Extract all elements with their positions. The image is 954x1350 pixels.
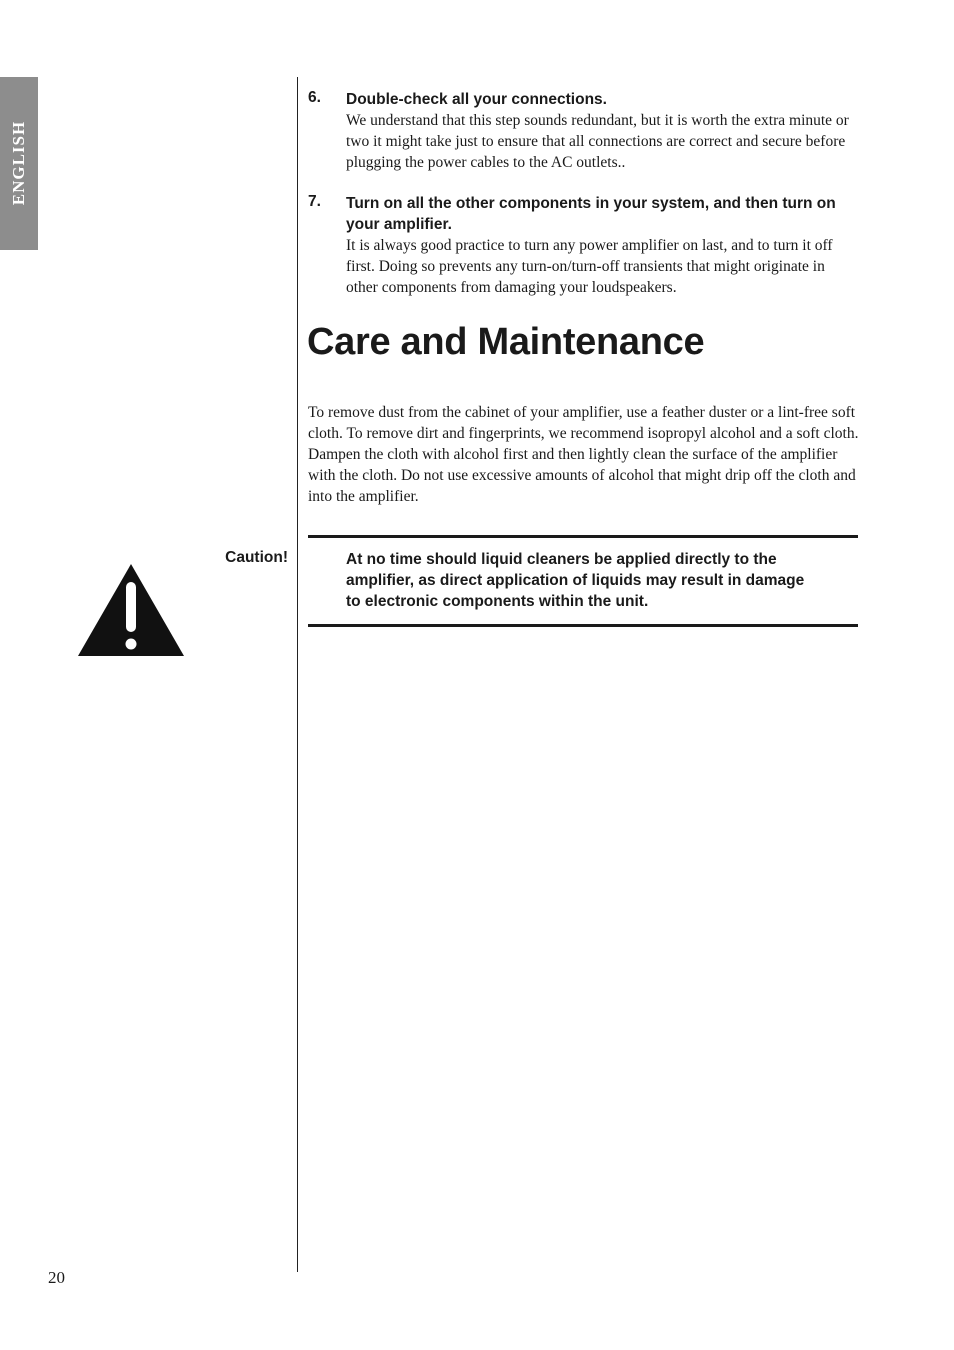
step-6 <box>308 89 858 173</box>
caution-label: Caution! <box>225 549 288 566</box>
page-number: 20 <box>48 1268 65 1287</box>
column-divider <box>297 77 298 1272</box>
caution-box <box>308 535 858 627</box>
care-paragraph: To remove dust from the cabinet of your amplifier, use a feather duster or a lint-free soft cloth. To remove dirt and fingerprints, we recommend isopropyl alcohol and a soft cloth. Dampen the cloth with alcohol first and then lightly clean the surface of the amplifier with the cloth. Do not use excessive amounts of alcohol that might drip off the cloth and into the amplifier. <box>308 404 859 505</box>
step-body: It is always good practice to turn any power amplifier on last, and to turn it off first. Doing so prevents any turn-on/turn-off transients that might originate in other components from damaging your loudspeakers. <box>346 237 833 296</box>
caution-text: At no time should liquid cleaners be applied directly to the amplifier, as direct application of liquids may result in damage to electronic components within the unit. <box>346 551 805 610</box>
step-number: 7. <box>308 193 321 210</box>
warning-triangle-icon <box>76 562 186 658</box>
step-number: 6. <box>308 89 321 106</box>
step-title: Double-check all your connections. <box>346 91 607 108</box>
step-title: Turn on all the other components in your system, and then turn on your amplifier. <box>346 195 836 233</box>
section-heading: Care and Maintenance <box>307 321 705 363</box>
language-tab <box>0 77 38 250</box>
language-tab-label: ENGLISH <box>9 120 28 206</box>
step-body: We understand that this step sounds redundant, but it is worth the extra minute or two it might take just to ensure that all connections are correct and secure before plugging the power cables to the AC outlets.. <box>346 112 849 171</box>
step-7 <box>308 193 858 298</box>
